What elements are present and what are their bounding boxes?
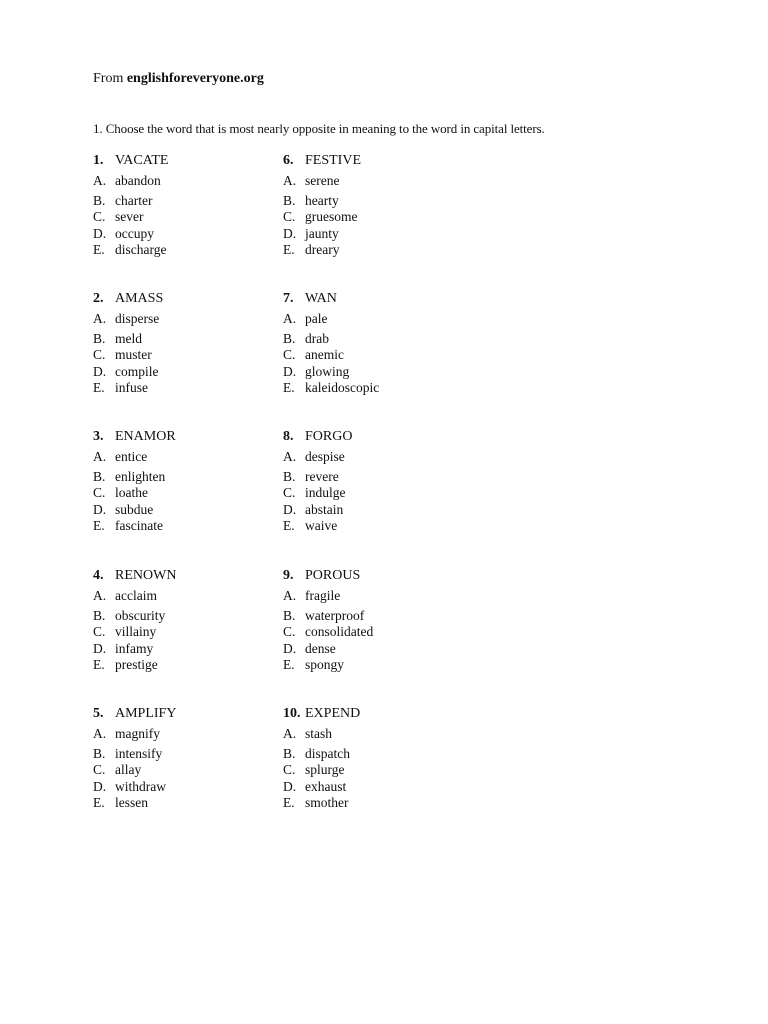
option-text: subdue <box>115 501 154 517</box>
option-text: revere <box>305 468 339 484</box>
option-text: meld <box>115 330 142 346</box>
option-letter: B. <box>93 330 106 346</box>
option-text: intensify <box>115 745 163 761</box>
option-letter: A. <box>283 588 297 603</box>
answer-option <box>283 380 463 397</box>
option-text: despise <box>305 449 345 464</box>
option-text: compile <box>115 363 159 379</box>
answer-option <box>93 380 273 397</box>
option-letter: B. <box>93 192 106 208</box>
option-text: dense <box>305 640 336 656</box>
question-word: FESTIVE <box>305 153 361 168</box>
option-text: stash <box>305 726 332 741</box>
option-text: exhaust <box>305 778 347 794</box>
answer-option <box>283 173 463 190</box>
question-number: 2. <box>93 291 104 306</box>
option-text: jaunty <box>305 225 339 241</box>
answer-option <box>283 608 463 625</box>
answer-option <box>93 242 273 259</box>
answer-option <box>93 449 273 466</box>
answer-option <box>283 226 463 243</box>
option-letter: B. <box>283 192 296 208</box>
option-text: abandon <box>115 173 161 188</box>
option-text: glowing <box>305 363 350 379</box>
answer-option <box>93 624 273 641</box>
option-text: entice <box>115 449 148 464</box>
option-text: serene <box>305 173 340 188</box>
question-word: AMPLIFY <box>115 706 177 721</box>
question-number: 5. <box>93 706 104 721</box>
option-text: obscurity <box>115 607 166 623</box>
option-text: discharge <box>115 242 167 257</box>
answer-options <box>283 449 463 535</box>
answer-option <box>283 311 463 328</box>
option-letter: D. <box>283 640 297 656</box>
source-site: englishforeveryone.org <box>126 71 264 86</box>
option-text: kaleidoscopic <box>305 380 380 395</box>
question-number: 6. <box>283 153 294 168</box>
answer-option <box>283 746 463 763</box>
question-item <box>93 290 273 397</box>
option-text: magnify <box>115 726 160 741</box>
option-letter: D. <box>93 363 107 379</box>
option-letter: D. <box>283 778 297 794</box>
option-letter: C. <box>93 347 106 362</box>
question-item <box>283 290 463 397</box>
question-item <box>283 567 463 674</box>
option-letter: A. <box>283 173 297 188</box>
question-number: 3. <box>93 429 104 444</box>
answer-options <box>93 173 273 259</box>
option-text: charter <box>115 192 153 208</box>
option-letter: E. <box>283 657 295 672</box>
answer-option <box>93 608 273 625</box>
answer-option <box>283 518 463 535</box>
option-letter: B. <box>93 745 106 761</box>
option-letter: B. <box>93 468 106 484</box>
answer-options <box>93 311 273 397</box>
option-letter: E. <box>93 657 105 672</box>
option-text: enlighten <box>115 468 166 484</box>
answer-option <box>93 726 273 743</box>
option-letter: C. <box>283 762 296 777</box>
answer-option <box>93 469 273 486</box>
question-item <box>283 428 463 535</box>
option-letter: D. <box>283 225 297 241</box>
answer-option <box>93 657 273 674</box>
answer-options <box>283 726 463 812</box>
question-word: POROUS <box>305 568 361 583</box>
answer-option <box>283 624 463 641</box>
option-letter: A. <box>283 449 297 464</box>
option-letter: A. <box>93 588 107 603</box>
question-head <box>93 290 273 308</box>
option-text: lessen <box>115 795 148 810</box>
answer-option <box>93 226 273 243</box>
answer-option <box>93 502 273 519</box>
option-text: abstain <box>305 501 344 517</box>
option-text: villainy <box>115 624 157 639</box>
option-text: dispatch <box>305 745 350 761</box>
answer-options <box>283 588 463 674</box>
question-item <box>283 705 463 812</box>
option-text: waive <box>305 518 338 533</box>
option-letter: E. <box>283 380 295 395</box>
question-number: 4. <box>93 568 104 583</box>
option-letter: E. <box>283 518 295 533</box>
answer-option <box>93 209 273 226</box>
option-text: drab <box>305 330 329 346</box>
option-text: consolidated <box>305 624 374 639</box>
option-text: waterproof <box>305 607 365 623</box>
option-letter: C. <box>93 209 106 224</box>
answer-option <box>93 173 273 190</box>
question-item <box>93 152 273 259</box>
option-text: infuse <box>115 380 148 395</box>
answer-option <box>283 449 463 466</box>
question-number: 8. <box>283 429 294 444</box>
option-letter: D. <box>93 225 107 241</box>
answer-option <box>283 209 463 226</box>
option-text: loathe <box>115 485 148 500</box>
option-letter: E. <box>93 518 105 533</box>
answer-options <box>283 311 463 397</box>
source-line <box>93 70 264 88</box>
question-head <box>93 705 273 723</box>
option-text: dreary <box>305 242 340 257</box>
option-letter: E. <box>93 242 105 257</box>
answer-option <box>93 331 273 348</box>
source-prefix: From <box>93 71 124 86</box>
option-text: pale <box>305 311 328 326</box>
answer-option <box>93 795 273 812</box>
option-letter: E. <box>93 795 105 810</box>
question-head <box>283 567 463 585</box>
answer-options <box>283 173 463 259</box>
answer-option <box>93 485 273 502</box>
answer-option <box>93 518 273 535</box>
question-item <box>93 567 273 674</box>
option-text: hearty <box>305 192 339 208</box>
answer-option <box>93 311 273 328</box>
option-letter: D. <box>283 501 297 517</box>
option-letter: A. <box>93 449 107 464</box>
option-letter: C. <box>283 347 296 362</box>
question-head <box>93 567 273 585</box>
option-text: splurge <box>305 762 345 777</box>
option-letter: A. <box>93 311 107 326</box>
option-text: occupy <box>115 225 154 241</box>
answer-option <box>93 746 273 763</box>
option-letter: C. <box>93 762 106 777</box>
option-text: muster <box>115 347 152 362</box>
option-text: gruesome <box>305 209 358 224</box>
option-letter: E. <box>93 380 105 395</box>
option-text: withdraw <box>115 778 166 794</box>
question-head <box>93 152 273 170</box>
question-item <box>283 152 463 259</box>
option-letter: D. <box>93 778 107 794</box>
answer-option <box>283 726 463 743</box>
option-text: sever <box>115 209 144 224</box>
question-word: AMASS <box>115 291 164 306</box>
answer-option <box>93 588 273 605</box>
answer-option <box>93 193 273 210</box>
answer-option <box>93 762 273 779</box>
option-text: fragile <box>305 588 341 603</box>
question-number: 10. <box>283 706 301 721</box>
option-letter: C. <box>283 209 296 224</box>
answer-option <box>283 588 463 605</box>
option-text: acclaim <box>115 588 157 603</box>
answer-options <box>93 449 273 535</box>
option-text: spongy <box>305 657 345 672</box>
option-text: smother <box>305 795 349 810</box>
question-word: ENAMOR <box>115 429 176 444</box>
question-head <box>283 152 463 170</box>
answer-option <box>93 364 273 381</box>
answer-option <box>283 347 463 364</box>
option-letter: B. <box>93 607 106 623</box>
option-letter: A. <box>93 173 107 188</box>
question-head <box>283 290 463 308</box>
answer-option <box>283 762 463 779</box>
answer-option <box>283 364 463 381</box>
answer-option <box>283 657 463 674</box>
option-letter: B. <box>283 468 296 484</box>
question-head <box>93 428 273 446</box>
question-item <box>93 428 273 535</box>
option-text: prestige <box>115 657 158 672</box>
answer-option <box>93 779 273 796</box>
answer-option <box>283 779 463 796</box>
question-head <box>283 428 463 446</box>
question-number: 7. <box>283 291 294 306</box>
option-text: indulge <box>305 485 346 500</box>
answer-option <box>283 485 463 502</box>
question-word: VACATE <box>115 153 169 168</box>
answer-option <box>93 641 273 658</box>
answer-option <box>283 469 463 486</box>
question-number: 9. <box>283 568 294 583</box>
option-text: fascinate <box>115 518 163 533</box>
question-item <box>93 705 273 812</box>
answer-option <box>283 795 463 812</box>
question-word: EXPEND <box>305 706 361 721</box>
answer-option <box>283 193 463 210</box>
answer-option <box>283 641 463 658</box>
answer-options <box>93 588 273 674</box>
option-letter: A. <box>283 311 297 326</box>
answer-option <box>283 331 463 348</box>
option-letter: C. <box>93 485 106 500</box>
option-letter: E. <box>283 795 295 810</box>
option-letter: A. <box>93 726 107 741</box>
answer-options <box>93 726 273 812</box>
option-letter: D. <box>283 363 297 379</box>
question-word: WAN <box>305 291 337 306</box>
option-letter: B. <box>283 745 296 761</box>
option-letter: B. <box>283 330 296 346</box>
option-letter: D. <box>93 640 107 656</box>
question-head <box>283 705 463 723</box>
instruction-text: 1. Choose the word that is most nearly opposite in meaning to the word in capital letters. <box>93 121 545 136</box>
option-letter: E. <box>283 242 295 257</box>
option-letter: C. <box>283 485 296 500</box>
option-text: allay <box>115 762 142 777</box>
option-letter: A. <box>283 726 297 741</box>
option-text: infamy <box>115 640 154 656</box>
option-letter: D. <box>93 501 107 517</box>
option-text: disperse <box>115 311 160 326</box>
answer-option <box>283 502 463 519</box>
question-word: FORGO <box>305 429 353 444</box>
option-letter: C. <box>93 624 106 639</box>
option-letter: B. <box>283 607 296 623</box>
answer-option <box>283 242 463 259</box>
question-number: 1. <box>93 153 104 168</box>
answer-option <box>93 347 273 364</box>
option-letter: C. <box>283 624 296 639</box>
option-text: anemic <box>305 347 344 362</box>
question-word: RENOWN <box>115 568 177 583</box>
